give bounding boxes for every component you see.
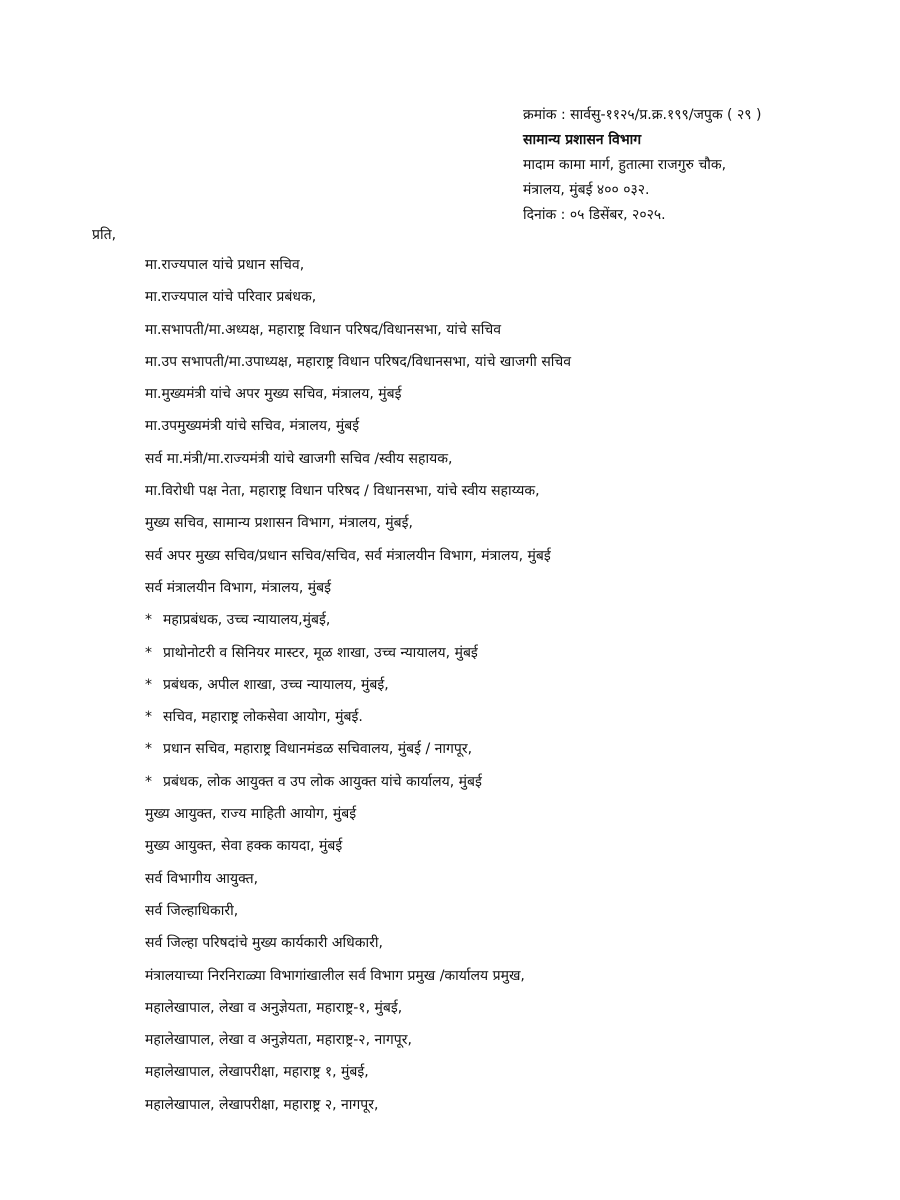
recipient-text: प्रबंधक, अपील शाखा, उच्च न्यायालय, मुंबई,: [163, 676, 389, 693]
recipient-item: [145, 673, 865, 705]
recipient-item: [145, 576, 865, 608]
bullet-star: *: [145, 612, 152, 629]
recipient-text: महालेखापाल, लेखापरीक्षा, महाराष्ट्र २, नागपूर,: [145, 1096, 379, 1113]
recipient-item: [145, 350, 865, 382]
recipient-item: [145, 447, 865, 479]
recipient-text: मा.उप सभापती/मा.उपाध्यक्ष, महाराष्ट्र विधान परिषद/विधानसभा, यांचे खाजगी सचिव: [145, 353, 572, 370]
recipient-item: [145, 641, 865, 673]
recipient-item: [145, 1028, 865, 1060]
recipient-text: सर्व अपर मुख्य सचिव/प्रधान सचिव/सचिव, सर्व मंत्रालयीन विभाग, मंत्रालय, मुंबई: [145, 547, 551, 564]
recipient-text: मा.सभापती/मा.अध्यक्ष, महाराष्ट्र विधान परिषद/विधानसभा, यांचे सचिव: [145, 321, 502, 338]
recipient-text: मा.विरोधी पक्ष नेता, महाराष्ट्र विधान परिषद / विधानसभा, यांचे स्वीय सहाय्यक,: [145, 483, 540, 500]
recipient-item: [145, 1093, 865, 1125]
recipient-text: मुख्य सचिव, सामान्य प्रशासन विभाग, मंत्रालय, मुंबई,: [145, 515, 413, 532]
recipient-item: [145, 253, 865, 285]
recipient-text: मुख्य आयुक्त, सेवा हक्क कायदा, मुंबई: [145, 838, 343, 855]
recipient-text: सर्व मंत्रालयीन विभाग, मंत्रालय, मुंबई: [145, 579, 332, 596]
recipient-item: [145, 414, 865, 446]
bullet-star: *: [145, 773, 152, 790]
recipient-item: [145, 867, 865, 899]
recipient-text: सर्व मा.मंत्री/मा.राज्यमंत्री यांचे खाजगी सचिव /स्वीय सहायक,: [145, 450, 453, 467]
department-name: सामान्य प्रशासन विभाग: [523, 132, 642, 148]
recipient-text: मा.उपमुख्यमंत्री यांचे सचिव, मंत्रालय, मुंबई: [145, 418, 360, 435]
recipient-item: [145, 996, 865, 1028]
recipient-item: [145, 705, 865, 737]
address-line-2: मंत्रालय, मुंबई ४०० ०३२.: [523, 182, 650, 198]
recipient-text: मा.राज्यपाल यांचे प्रधान सचिव,: [145, 257, 305, 273]
recipient-item: [145, 608, 865, 640]
bullet-star: *: [145, 709, 152, 726]
recipient-text: सचिव, महाराष्ट्र लोकसेवा आयोग, मुंबई.: [163, 709, 363, 726]
recipient-item: [145, 382, 865, 414]
bullet-star: *: [145, 676, 152, 693]
recipient-text: सर्व जिल्हा परिषदांचे मुख्य कार्यकारी अधिकारी,: [145, 935, 383, 952]
recipient-list: [145, 253, 865, 1125]
recipient-item: [145, 964, 865, 996]
recipient-text: महालेखापाल, लेखा व अनुज्ञेयता, महाराष्ट्र-२, नागपूर,: [145, 1032, 412, 1049]
recipient-text: महालेखापाल, लेखापरीक्षा, महाराष्ट्र १, मुंबई,: [145, 1064, 369, 1081]
recipient-item: [145, 479, 865, 511]
letter-header: [523, 103, 883, 228]
recipient-item: [145, 770, 865, 802]
recipient-item: [145, 544, 865, 576]
recipient-item: [145, 318, 865, 350]
address-line-1: मादाम कामा मार्ग, हुतात्मा राजगुरु चौक,: [523, 157, 727, 173]
recipient-item: [145, 834, 865, 866]
recipient-item: [145, 899, 865, 931]
recipient-text: मंत्रालयाच्या निरनिराळ्या विभागांखालील सर्व विभाग प्रमुख /कार्यालय प्रमुख,: [145, 967, 525, 984]
recipient-item: [145, 737, 865, 769]
bullet-star: *: [145, 644, 152, 661]
recipient-text: प्रधान सचिव, महाराष्ट्र विधानमंडळ सचिवालय, मुंबई / नागपूर,: [163, 741, 473, 758]
bullet-star: *: [145, 741, 152, 758]
recipient-item: [145, 285, 865, 317]
recipient-text: सर्व विभागीय आयुक्त,: [145, 870, 259, 887]
recipient-text: महाप्रबंधक, उच्च न्यायालय,मुंबई,: [163, 612, 331, 629]
recipient-text: मा.राज्यपाल यांचे परिवार प्रबंधक,: [145, 289, 317, 306]
recipient-text: प्राथोनोटरी व सिनियर मास्टर, मूळ शाखा, उच्च न्यायालय, मुंबई: [163, 644, 478, 661]
recipient-item: [145, 931, 865, 963]
reference-number: क्रमांक : सार्वसु-११२५/प्र.क्र.१९९/जपुक ( २९ ): [523, 107, 762, 123]
recipient-text: मुख्य आयुक्त, राज्य माहिती आयोग, मुंबई: [145, 806, 357, 823]
recipient-item: [145, 1060, 865, 1092]
recipient-text: मा.मुख्यमंत्री यांचे अपर मुख्य सचिव, मंत्रालय, मुंबई: [145, 386, 402, 403]
salutation: प्रति,: [92, 227, 117, 243]
recipient-text: सर्व जिल्हाधिकारी,: [145, 902, 239, 919]
recipient-item: [145, 511, 865, 543]
letter-date: दिनांक : ०५ डिसेंबर, २०२५.: [523, 207, 666, 223]
recipient-text: महालेखापाल, लेखा व अनुज्ञेयता, महाराष्ट्र-१, मुंबई,: [145, 999, 403, 1016]
recipient-item: [145, 802, 865, 834]
recipient-text: प्रबंधक, लोक आयुक्त व उप लोक आयुक्त यांचे कार्यालय, मुंबई: [163, 773, 482, 790]
